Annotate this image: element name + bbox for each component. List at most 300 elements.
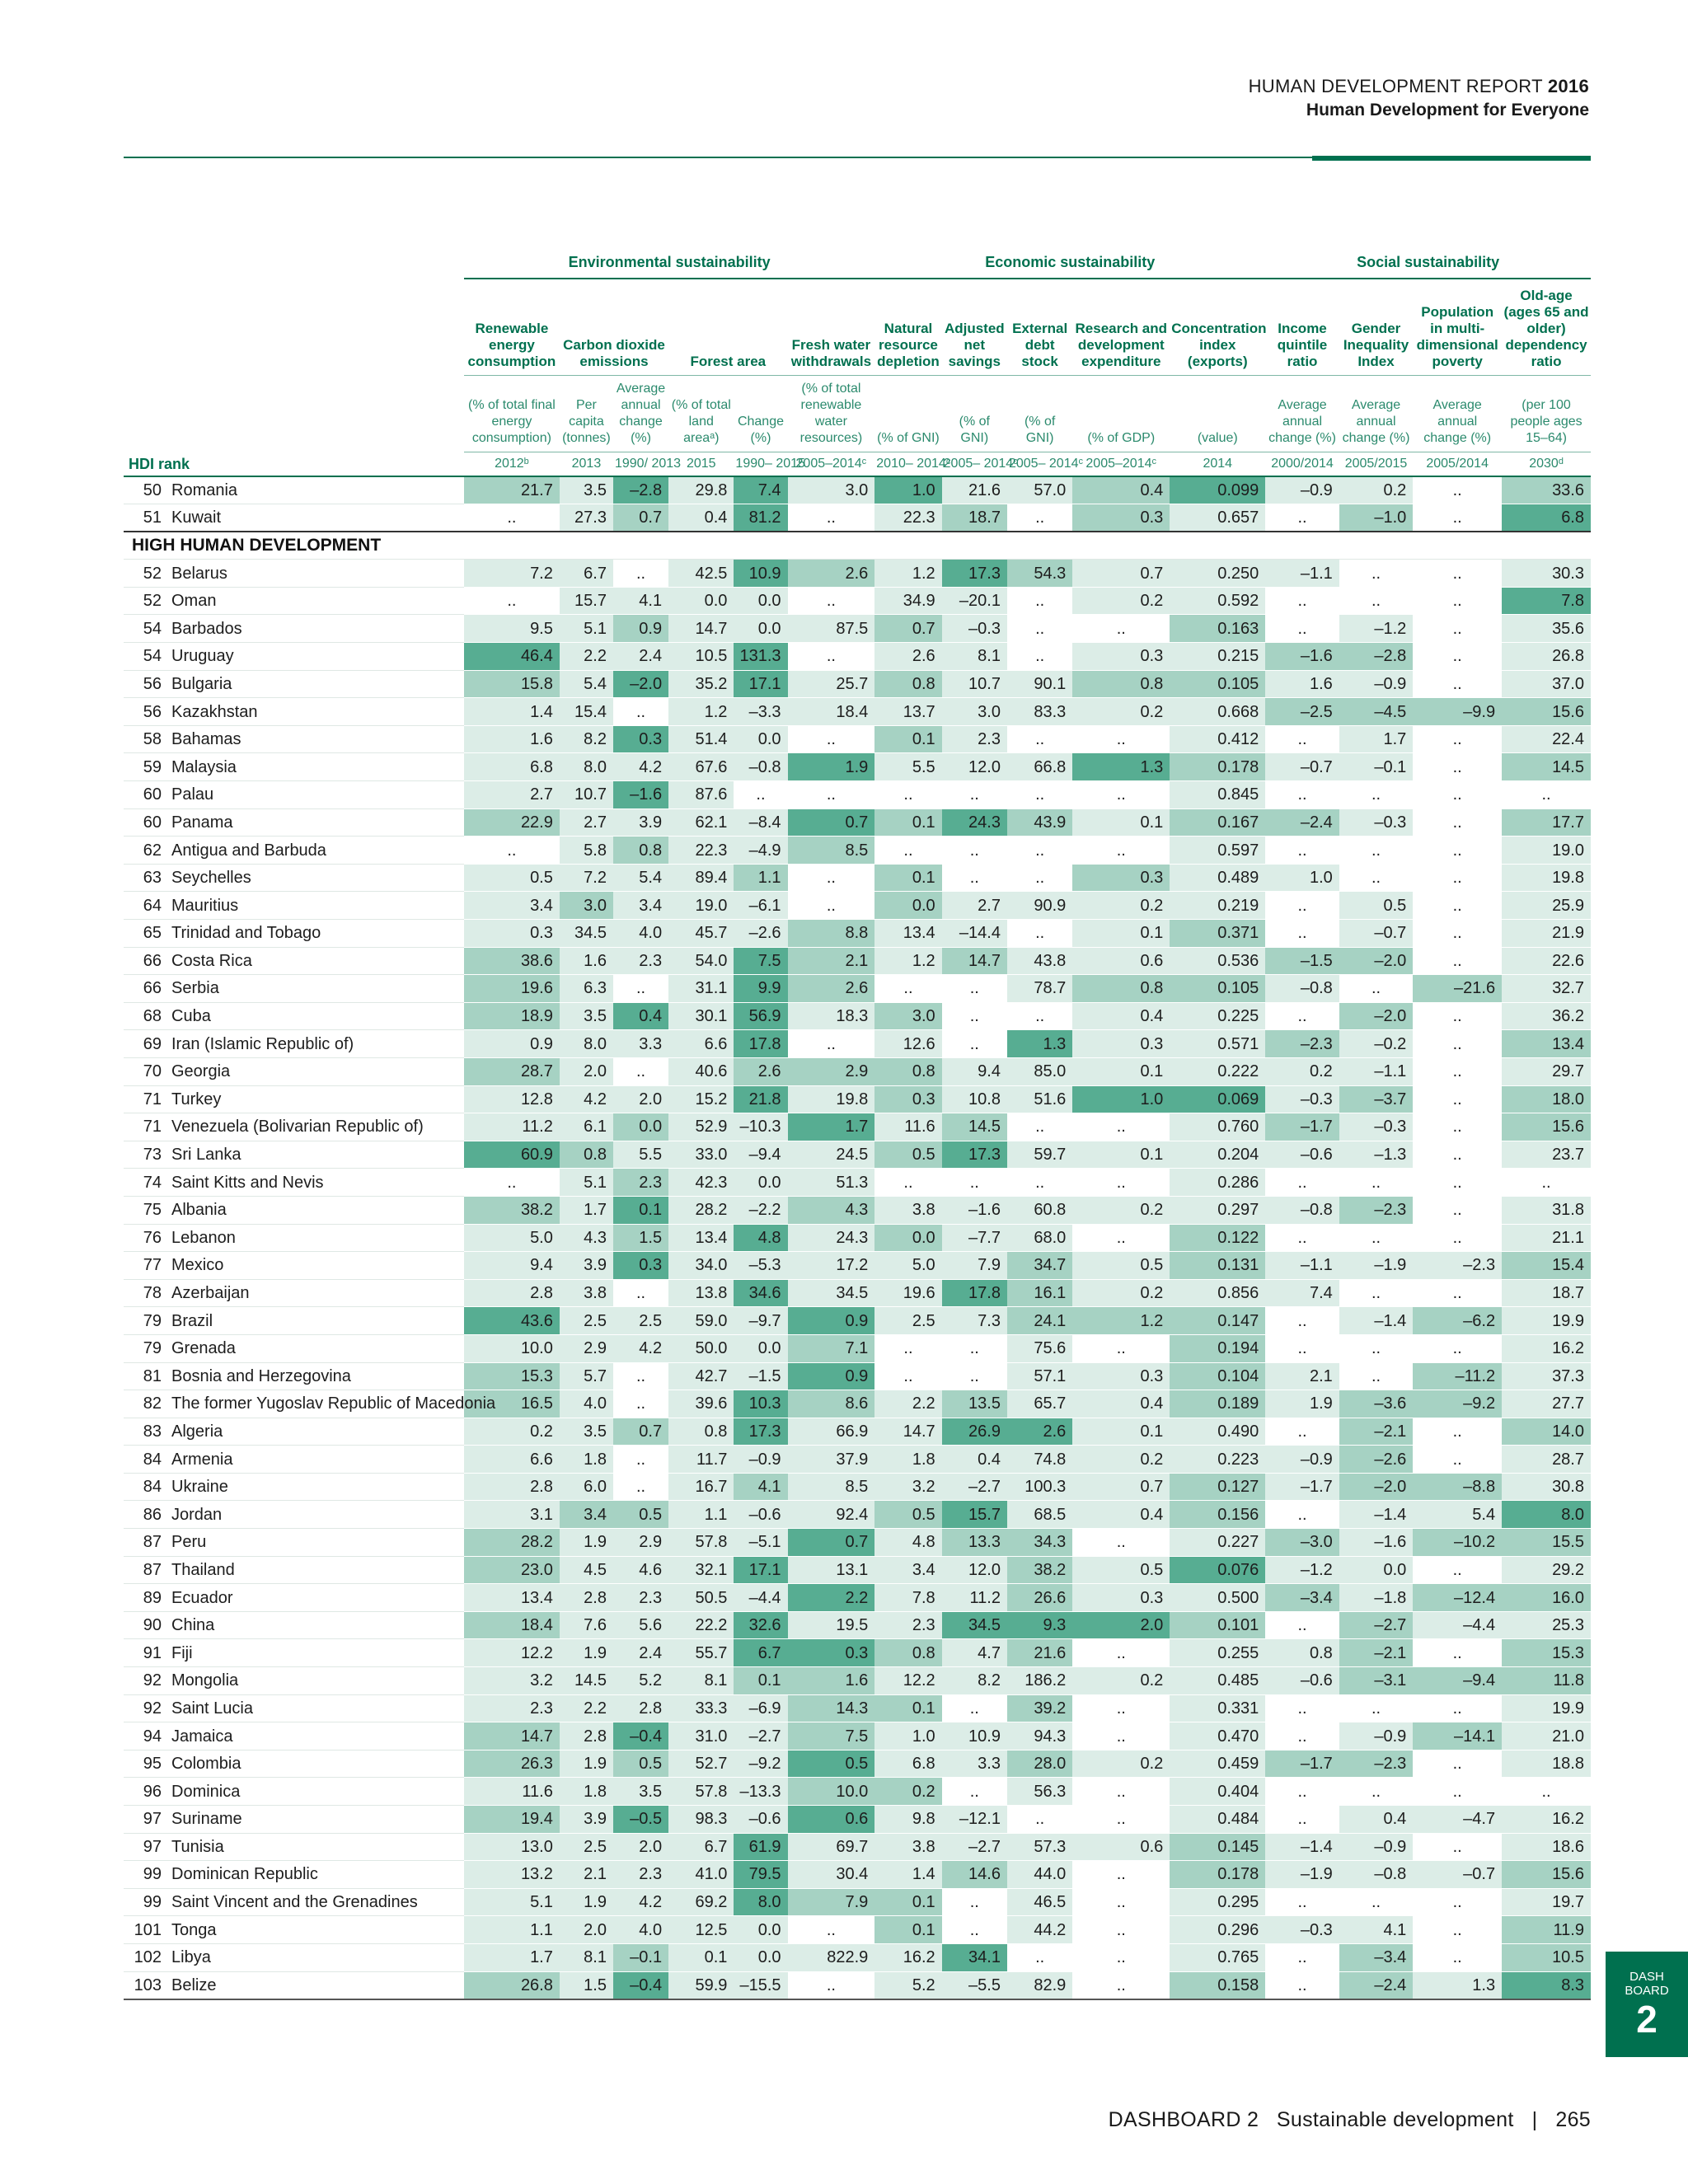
value-cell: .. xyxy=(1072,1778,1170,1806)
unit: (% of total final energy consumption) xyxy=(464,376,560,452)
hdi-rank: 103 xyxy=(134,1975,162,1994)
value-cell: 0.2 xyxy=(1072,1196,1170,1224)
value-cell: .. xyxy=(1265,1611,1339,1639)
value-cell: .. xyxy=(942,1030,1007,1058)
value-cell: 1.9 xyxy=(560,1888,613,1916)
value-cell: 7.5 xyxy=(734,947,787,975)
value-cell: 22.2 xyxy=(668,1611,734,1639)
value-cell: 0.219 xyxy=(1170,892,1265,920)
value-cell: 0.5 xyxy=(1072,1556,1170,1584)
hdi-rank: 70 xyxy=(143,1062,162,1081)
value-cell: 25.7 xyxy=(788,670,875,698)
value-cell: 0.4 xyxy=(1339,1806,1414,1834)
value-cell: 14.0 xyxy=(1502,1418,1591,1446)
country-name: Saint Vincent and the Grenadines xyxy=(171,1893,418,1912)
value-cell: 4.3 xyxy=(560,1224,613,1252)
value-cell: 45.7 xyxy=(668,920,734,948)
table-row xyxy=(124,504,1591,532)
value-cell: .. xyxy=(942,1334,1007,1362)
value-cell: 24.5 xyxy=(788,1141,875,1169)
value-cell: 2.5 xyxy=(613,1307,668,1335)
value-cell: .. xyxy=(1413,1694,1502,1722)
value-cell: –2.3 xyxy=(1413,1252,1502,1280)
value-cell: 0.105 xyxy=(1170,975,1265,1003)
value-cell: 0.2 xyxy=(1072,1667,1170,1695)
report-header xyxy=(1249,76,1589,120)
value-cell: 7.9 xyxy=(942,1252,1007,1280)
value-cell: 2.8 xyxy=(560,1722,613,1750)
value-cell: –3.3 xyxy=(734,698,787,726)
value-cell: .. xyxy=(1265,892,1339,920)
value-cell: 0.5 xyxy=(464,864,560,892)
country-cell xyxy=(124,892,464,920)
unit: Average annual change (%) xyxy=(1413,376,1502,452)
unit: (% of GNI) xyxy=(942,376,1007,452)
country-cell xyxy=(124,864,464,892)
value-cell: 14.7 xyxy=(942,947,1007,975)
value-cell: –2.4 xyxy=(1339,1971,1414,1999)
value-cell: 29.8 xyxy=(668,476,734,504)
value-cell: 81.2 xyxy=(734,504,787,532)
value-cell: 0.856 xyxy=(1170,1279,1265,1307)
hdi-rank: 68 xyxy=(143,1007,162,1026)
value-cell: .. xyxy=(464,837,560,865)
value-cell: 4.2 xyxy=(560,1085,613,1113)
value-cell: 26.8 xyxy=(464,1971,560,1999)
value-cell: 0.194 xyxy=(1170,1334,1265,1362)
value-cell: 0.0 xyxy=(734,725,787,753)
value-cell: .. xyxy=(1413,615,1502,643)
value-cell: 0.3 xyxy=(1072,1362,1170,1390)
value-cell: .. xyxy=(613,1057,668,1085)
value-cell: 17.1 xyxy=(734,670,787,698)
value-cell: –4.4 xyxy=(1413,1611,1502,1639)
value-cell: .. xyxy=(1072,1888,1170,1916)
value-cell: .. xyxy=(1413,892,1502,920)
value-cell: .. xyxy=(1265,1971,1339,1999)
country-cell xyxy=(124,476,464,504)
country-cell xyxy=(124,808,464,837)
value-cell: .. xyxy=(942,1778,1007,1806)
value-cell: 3.4 xyxy=(560,1501,613,1529)
table-row xyxy=(124,1778,1591,1806)
indicator-research-development: Research and development expenditure xyxy=(1072,279,1170,376)
value-cell: 0.223 xyxy=(1170,1446,1265,1474)
country-name: Saint Kitts and Nevis xyxy=(171,1173,324,1192)
value-cell: 3.0 xyxy=(560,892,613,920)
value-cell: 0.2 xyxy=(1072,587,1170,615)
value-cell: –0.3 xyxy=(1265,1916,1339,1944)
value-cell: 27.7 xyxy=(1502,1390,1591,1418)
table-row xyxy=(124,1971,1591,1999)
value-cell: .. xyxy=(1413,1639,1502,1667)
country-cell xyxy=(124,1473,464,1501)
hdi-rank: 79 xyxy=(143,1339,162,1358)
value-cell: 17.8 xyxy=(734,1030,787,1058)
indicator-resource-depletion: Natural resource depletion xyxy=(874,279,941,376)
table-row xyxy=(124,560,1591,588)
value-cell: 29.7 xyxy=(1502,1057,1591,1085)
country-cell xyxy=(124,1085,464,1113)
value-cell: 0.489 xyxy=(1170,864,1265,892)
hdi-rank: 60 xyxy=(143,813,162,832)
value-cell: .. xyxy=(1072,1916,1170,1944)
value-cell: 16.0 xyxy=(1502,1584,1591,1612)
value-cell: 34.5 xyxy=(788,1279,875,1307)
value-cell: –9.2 xyxy=(1413,1390,1502,1418)
value-cell: –2.0 xyxy=(1339,1473,1414,1501)
hdi-rank: 101 xyxy=(134,1920,162,1939)
value-cell: 13.4 xyxy=(1502,1030,1591,1058)
country-cell xyxy=(124,1861,464,1889)
value-cell: .. xyxy=(1072,1694,1170,1722)
table-row xyxy=(124,1750,1591,1778)
value-cell: 3.8 xyxy=(874,1833,941,1861)
value-cell: .. xyxy=(1265,1169,1339,1197)
value-cell: 87.5 xyxy=(788,615,875,643)
value-cell: –1.5 xyxy=(1265,947,1339,975)
value-cell: 0.122 xyxy=(1170,1224,1265,1252)
value-cell: 0.4 xyxy=(1072,1390,1170,1418)
value-cell: 74.8 xyxy=(1007,1446,1072,1474)
country-cell xyxy=(124,1916,464,1944)
value-cell: 1.3 xyxy=(1007,1030,1072,1058)
value-cell: 61.9 xyxy=(734,1833,787,1861)
value-cell: 2.0 xyxy=(1072,1611,1170,1639)
country-cell xyxy=(124,1169,464,1197)
value-cell: .. xyxy=(1072,1529,1170,1557)
value-cell: .. xyxy=(1072,1806,1170,1834)
country-name: Thailand xyxy=(171,1560,235,1579)
value-cell: 0.158 xyxy=(1170,1971,1265,1999)
value-cell: 3.8 xyxy=(560,1279,613,1307)
value-cell: .. xyxy=(1265,1943,1339,1971)
country-name: Ecuador xyxy=(171,1588,233,1607)
value-cell: 42.7 xyxy=(668,1362,734,1390)
value-cell: 15.8 xyxy=(464,670,560,698)
hdi-rank: 56 xyxy=(143,674,162,693)
country-cell xyxy=(124,920,464,948)
value-cell: 1.2 xyxy=(668,698,734,726)
value-cell: 29.2 xyxy=(1502,1556,1591,1584)
value-cell: .. xyxy=(942,1169,1007,1197)
value-cell: –3.4 xyxy=(1339,1943,1414,1971)
value-cell: 14.7 xyxy=(874,1418,941,1446)
value-cell: –14.4 xyxy=(942,920,1007,948)
value-cell: 7.8 xyxy=(1502,587,1591,615)
country-cell xyxy=(124,725,464,753)
table-row xyxy=(124,1390,1591,1418)
year: 2005–2014ᶜ xyxy=(788,452,875,477)
table-row xyxy=(124,615,1591,643)
value-cell: 30.1 xyxy=(668,1002,734,1030)
value-cell: 0.0 xyxy=(1339,1556,1414,1584)
value-cell: .. xyxy=(1265,781,1339,809)
value-cell: 23.0 xyxy=(464,1556,560,1584)
country-cell xyxy=(124,504,464,532)
value-cell: 6.1 xyxy=(560,1113,613,1141)
country-name: Tunisia xyxy=(171,1837,224,1856)
country-name: Serbia xyxy=(171,979,219,998)
value-cell: 0.2 xyxy=(1339,476,1414,504)
value-cell: 87.6 xyxy=(668,781,734,809)
value-cell: .. xyxy=(1339,975,1414,1003)
value-cell: 2.2 xyxy=(560,1694,613,1722)
value-cell: 0.4 xyxy=(1072,1501,1170,1529)
value-cell: 8.0 xyxy=(560,1030,613,1058)
value-cell: –1.4 xyxy=(1339,1307,1414,1335)
value-cell: 3.9 xyxy=(560,1806,613,1834)
value-cell: 28.2 xyxy=(668,1196,734,1224)
country-name: Oman xyxy=(171,592,217,611)
value-cell: 69.7 xyxy=(788,1833,875,1861)
value-cell: –14.1 xyxy=(1413,1722,1502,1750)
hdi-rank: 87 xyxy=(143,1533,162,1552)
value-cell: –1.6 xyxy=(1339,1529,1414,1557)
value-cell: –4.9 xyxy=(734,837,787,865)
value-cell: 43.8 xyxy=(1007,947,1072,975)
value-cell: 1.9 xyxy=(560,1529,613,1557)
value-cell: –2.3 xyxy=(1339,1196,1414,1224)
value-cell: 5.7 xyxy=(560,1362,613,1390)
value-cell: 0.1 xyxy=(1072,1057,1170,1085)
value-cell: 2.7 xyxy=(560,808,613,837)
value-cell: –3.6 xyxy=(1339,1390,1414,1418)
value-cell: 8.2 xyxy=(942,1667,1007,1695)
value-cell: 0.076 xyxy=(1170,1556,1265,1584)
country-name: Georgia xyxy=(171,1062,231,1081)
country-name: Sri Lanka xyxy=(171,1146,241,1165)
value-cell: .. xyxy=(1413,1030,1502,1058)
value-cell: 0.1 xyxy=(1072,920,1170,948)
value-cell: .. xyxy=(613,698,668,726)
value-cell: 68.5 xyxy=(1007,1501,1072,1529)
value-cell: 22.3 xyxy=(874,504,941,532)
indicator-net-savings: Adjusted net savings xyxy=(942,279,1007,376)
value-cell: 0.1 xyxy=(874,1916,941,1944)
country-name: Mexico xyxy=(171,1256,224,1275)
country-name: China xyxy=(171,1616,215,1635)
value-cell: 0.2 xyxy=(1072,1750,1170,1778)
value-cell: –1.2 xyxy=(1265,1556,1339,1584)
value-cell: 5.8 xyxy=(560,837,613,865)
value-cell: 15.3 xyxy=(464,1362,560,1390)
value-cell: 0.760 xyxy=(1170,1113,1265,1141)
value-cell: 0.3 xyxy=(1072,1584,1170,1612)
country-cell xyxy=(124,1362,464,1390)
indicator-concentration-index: Concentration index (exports) xyxy=(1170,279,1265,376)
value-cell: 7.9 xyxy=(788,1888,875,1916)
value-cell: 0.5 xyxy=(874,1141,941,1169)
value-cell: –10.3 xyxy=(734,1113,787,1141)
value-cell: .. xyxy=(1413,781,1502,809)
value-cell: 186.2 xyxy=(1007,1667,1072,1695)
value-cell: .. xyxy=(788,1916,875,1944)
value-cell: 7.6 xyxy=(560,1611,613,1639)
hdi-rank: 81 xyxy=(143,1366,162,1385)
table-row xyxy=(124,920,1591,948)
indicator-multidimensional-poverty: Population in multi-dimensional poverty xyxy=(1413,279,1502,376)
value-cell: 0.105 xyxy=(1170,670,1265,698)
value-cell: 0.4 xyxy=(1072,1002,1170,1030)
value-cell: .. xyxy=(1339,560,1414,588)
hdi-rank: 90 xyxy=(143,1616,162,1635)
hdi-rank: 86 xyxy=(143,1505,162,1524)
table-row xyxy=(124,1639,1591,1667)
indicator-carbon-dioxide: Carbon dioxide emissions xyxy=(560,279,668,376)
value-cell: 34.5 xyxy=(942,1611,1007,1639)
value-cell: 2.5 xyxy=(874,1307,941,1335)
value-cell: .. xyxy=(1072,725,1170,753)
value-cell: 0.0 xyxy=(613,1113,668,1141)
value-cell: 16.5 xyxy=(464,1390,560,1418)
value-cell: 11.8 xyxy=(1502,1667,1591,1695)
value-cell: 10.0 xyxy=(788,1778,875,1806)
year: 2030ᵈ xyxy=(1502,452,1591,477)
unit: Average annual change (%) xyxy=(1265,376,1339,452)
value-cell: .. xyxy=(1265,1002,1339,1030)
value-cell: .. xyxy=(942,1362,1007,1390)
value-cell: 52.7 xyxy=(668,1750,734,1778)
sustainability-table xyxy=(124,247,1591,2000)
value-cell: .. xyxy=(1007,837,1072,865)
country-cell xyxy=(124,837,464,865)
value-cell: –3.1 xyxy=(1339,1667,1414,1695)
value-cell: 10.8 xyxy=(942,1085,1007,1113)
value-cell: 2.2 xyxy=(560,643,613,671)
value-cell: 11.6 xyxy=(464,1778,560,1806)
value-cell: 16.2 xyxy=(874,1943,941,1971)
value-cell: .. xyxy=(613,560,668,588)
value-cell: 0.7 xyxy=(788,808,875,837)
value-cell: 0.0 xyxy=(734,1916,787,1944)
value-cell: 1.7 xyxy=(560,1196,613,1224)
country-name: Cuba xyxy=(171,1007,211,1026)
value-cell: 18.8 xyxy=(1502,1750,1591,1778)
value-cell: 0.3 xyxy=(788,1639,875,1667)
hdi-rank: 89 xyxy=(143,1588,162,1607)
table-row xyxy=(124,1611,1591,1639)
table-row xyxy=(124,864,1591,892)
value-cell: .. xyxy=(1339,1334,1414,1362)
value-cell: .. xyxy=(1339,1694,1414,1722)
value-cell: 13.8 xyxy=(668,1279,734,1307)
hdi-rank: 99 xyxy=(143,1865,162,1884)
table-row xyxy=(124,1030,1591,1058)
value-cell: .. xyxy=(1072,1971,1170,1999)
value-cell: –2.3 xyxy=(1339,1750,1414,1778)
value-cell: .. xyxy=(1413,587,1502,615)
value-cell: 44.2 xyxy=(1007,1916,1072,1944)
value-cell: .. xyxy=(788,725,875,753)
country-name: Albania xyxy=(171,1201,227,1220)
value-cell: 1.6 xyxy=(1265,670,1339,698)
value-cell: .. xyxy=(1072,837,1170,865)
value-cell: 131.3 xyxy=(734,643,787,671)
value-cell: .. xyxy=(1413,1916,1502,1944)
value-cell: 35.2 xyxy=(668,670,734,698)
country-cell xyxy=(124,1030,464,1058)
hdi-rank: 73 xyxy=(143,1146,162,1165)
value-cell: 15.2 xyxy=(668,1085,734,1113)
value-cell: 7.3 xyxy=(942,1307,1007,1335)
value-cell: 0.0 xyxy=(734,1943,787,1971)
value-cell: 0.5 xyxy=(874,1501,941,1529)
value-cell: 42.3 xyxy=(668,1169,734,1197)
value-cell: .. xyxy=(1502,781,1591,809)
value-cell: 5.2 xyxy=(613,1667,668,1695)
value-cell: 18.7 xyxy=(1502,1279,1591,1307)
value-cell: –1.1 xyxy=(1339,1057,1414,1085)
hdi-rank: 97 xyxy=(143,1837,162,1856)
value-cell: 55.7 xyxy=(668,1639,734,1667)
country-cell xyxy=(124,615,464,643)
value-cell: 0.0 xyxy=(668,587,734,615)
value-cell: 7.2 xyxy=(560,864,613,892)
value-cell: 0.6 xyxy=(1072,1833,1170,1861)
country-name: Lebanon xyxy=(171,1228,236,1247)
year: 2015 xyxy=(668,452,734,477)
value-cell: 17.8 xyxy=(942,1279,1007,1307)
value-cell: .. xyxy=(1072,1113,1170,1141)
value-cell: 1.3 xyxy=(1413,1971,1502,1999)
value-cell: .. xyxy=(1265,1224,1339,1252)
country-cell xyxy=(124,1002,464,1030)
value-cell: 1.1 xyxy=(464,1916,560,1944)
value-cell: 0.8 xyxy=(560,1141,613,1169)
country-name: Malaysia xyxy=(171,757,237,776)
value-cell: 26.9 xyxy=(942,1418,1007,1446)
value-cell: –2.1 xyxy=(1339,1418,1414,1446)
hdi-rank: 52 xyxy=(143,592,162,611)
value-cell: 42.5 xyxy=(668,560,734,588)
table-row xyxy=(124,1057,1591,1085)
country-name: Antigua and Barbuda xyxy=(171,841,326,860)
value-cell: 0.5 xyxy=(613,1750,668,1778)
value-cell: 12.6 xyxy=(874,1030,941,1058)
value-cell: 4.8 xyxy=(734,1224,787,1252)
country-cell xyxy=(124,1279,464,1307)
year: 2013 xyxy=(560,452,613,477)
value-cell: 33.3 xyxy=(668,1694,734,1722)
value-cell: 0.536 xyxy=(1170,947,1265,975)
value-cell: 0.3 xyxy=(613,725,668,753)
section-header: HIGH HUMAN DEVELOPMENT xyxy=(124,532,1591,560)
country-cell xyxy=(124,1888,464,1916)
value-cell: 17.3 xyxy=(942,560,1007,588)
unit: (% of GDP) xyxy=(1072,376,1170,452)
value-cell: 3.5 xyxy=(560,476,613,504)
value-cell: .. xyxy=(1265,1307,1339,1335)
unit: Average annual change (%) xyxy=(613,376,668,452)
value-cell: 2.1 xyxy=(788,947,875,975)
page-footer: DASHBOARD 2 Sustainable development | 265 xyxy=(1108,2108,1591,2131)
value-cell: 7.2 xyxy=(464,560,560,588)
value-cell: 0.4 xyxy=(942,1446,1007,1474)
value-cell: .. xyxy=(1265,1694,1339,1722)
value-cell: .. xyxy=(1339,1362,1414,1390)
header-rule-accent xyxy=(1312,156,1591,161)
value-cell: –0.3 xyxy=(1265,1085,1339,1113)
value-cell: 0.1 xyxy=(734,1667,787,1695)
hdi-rank: 97 xyxy=(143,1810,162,1829)
hdi-rank: 71 xyxy=(143,1118,162,1137)
value-cell: 0.225 xyxy=(1170,1002,1265,1030)
value-cell: 19.6 xyxy=(874,1279,941,1307)
group-economic: Economic sustainability xyxy=(874,247,1265,279)
value-cell: 21.1 xyxy=(1502,1224,1591,1252)
value-cell: .. xyxy=(874,1362,941,1390)
